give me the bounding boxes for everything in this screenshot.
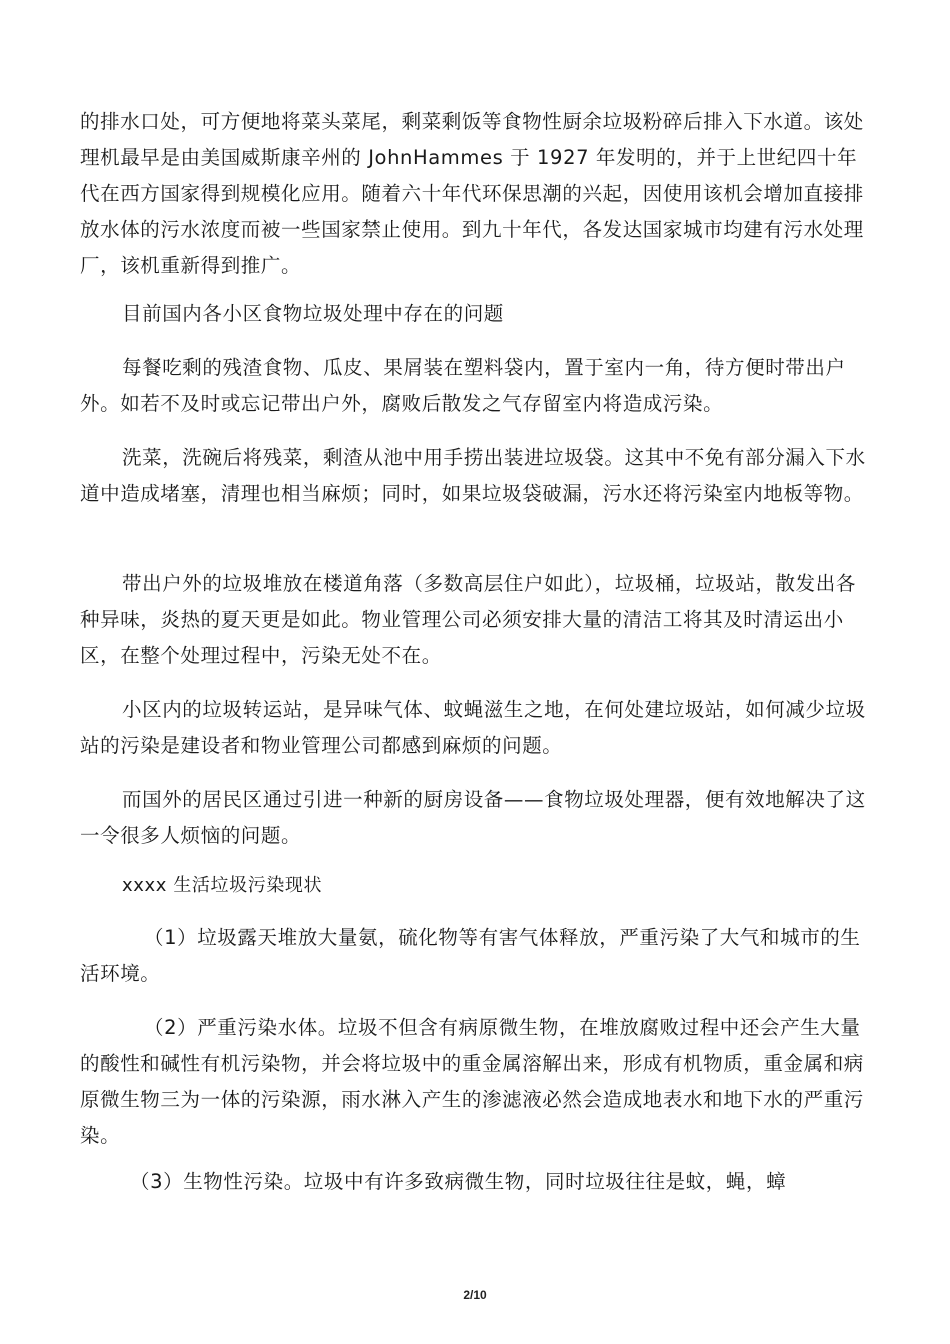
paragraph-outdoor-garbage: 带出户外的垃圾堆放在楼道角落（多数高层住户如此），垃圾桶，垃圾站，散发出各种异味，炎热的夏天更是如此。物业管理公司必须安排大量的清洁工将其及时清运出小区，在整个处理过程中，污染无处不在。 [80,572,856,667]
paragraph-washing-dishes: 洗菜，洗碗后将残菜，剩渣从池中用手捞出装进垃圾袋。这其中不免有部分漏入下水道中造成堵塞，清理也相当麻烦；同时，如果垃圾袋破漏，污水还将污染室内地板等物。 [80,446,866,505]
paragraph-foreign-solution: 而国外的居民区通过引进一种新的厨房设备——食物垃圾处理器，便有效地解决了这一令很多人烦恼的问题。 [80,788,866,847]
page-number: 2/10 [463,1288,487,1302]
list-item-3: （3）生物性污染。垃圾中有许多致病微生物，同时垃圾往往是蚊，蝇，蟑 [130,1170,787,1193]
paragraph-leftover-food: 每餐吃剩的残渣食物、瓜皮、果屑装在塑料袋内，置于室内一角，待方便时带出户外。如若不及时或忘记带出户外，腐败后散发之气存留室内将造成污染。 [80,356,846,415]
section-heading-domestic-problems: 目前国内各小区食物垃圾处理中存在的问题 [122,302,504,325]
paragraph-transfer-station: 小区内的垃圾转运站，是异味气体、蚊蝇滋生之地，在何处建垃圾站，如何减少垃圾站的污染是建设者和物业管理公司都感到麻烦的问题。 [80,698,866,757]
list-item-1: （1）垃圾露天堆放大量氨，硫化物等有害气体释放，严重污染了大气和城市的生活环境。 [80,926,861,985]
paragraph-disposer-history: 的排水口处，可方便地将菜头菜尾，剩菜剩饭等食物性厨余垃圾粉碎后排入下水道。该处理机最早是由美国威斯康辛州的 JohnHammes 于 1927 年发明的，并于上世纪四十年代在西方国家得到规模化应用。随着六十年代环保思潮的兴起，因使用该机会增加直接排放水体的污水浓度而被一些国家禁止使用。到九十年代，各发达国家城市均建有污水处理厂，该机重新得到推广。 [80,110,864,277]
list-item-2: （2）严重污染水体。垃圾不但含有病原微生物，在堆放腐败过程中还会产生大量的酸性和碱性有机污染物，并会将垃圾中的重金属溶解出来，形成有机物质，重金属和病原微生物三为一体的污染源，雨水淋入产生的渗滤液必然会造成地表水和地下水的严重污染。 [80,1016,864,1147]
section-heading-pollution-status: xxxx 生活垃圾污染现状 [122,875,323,896]
